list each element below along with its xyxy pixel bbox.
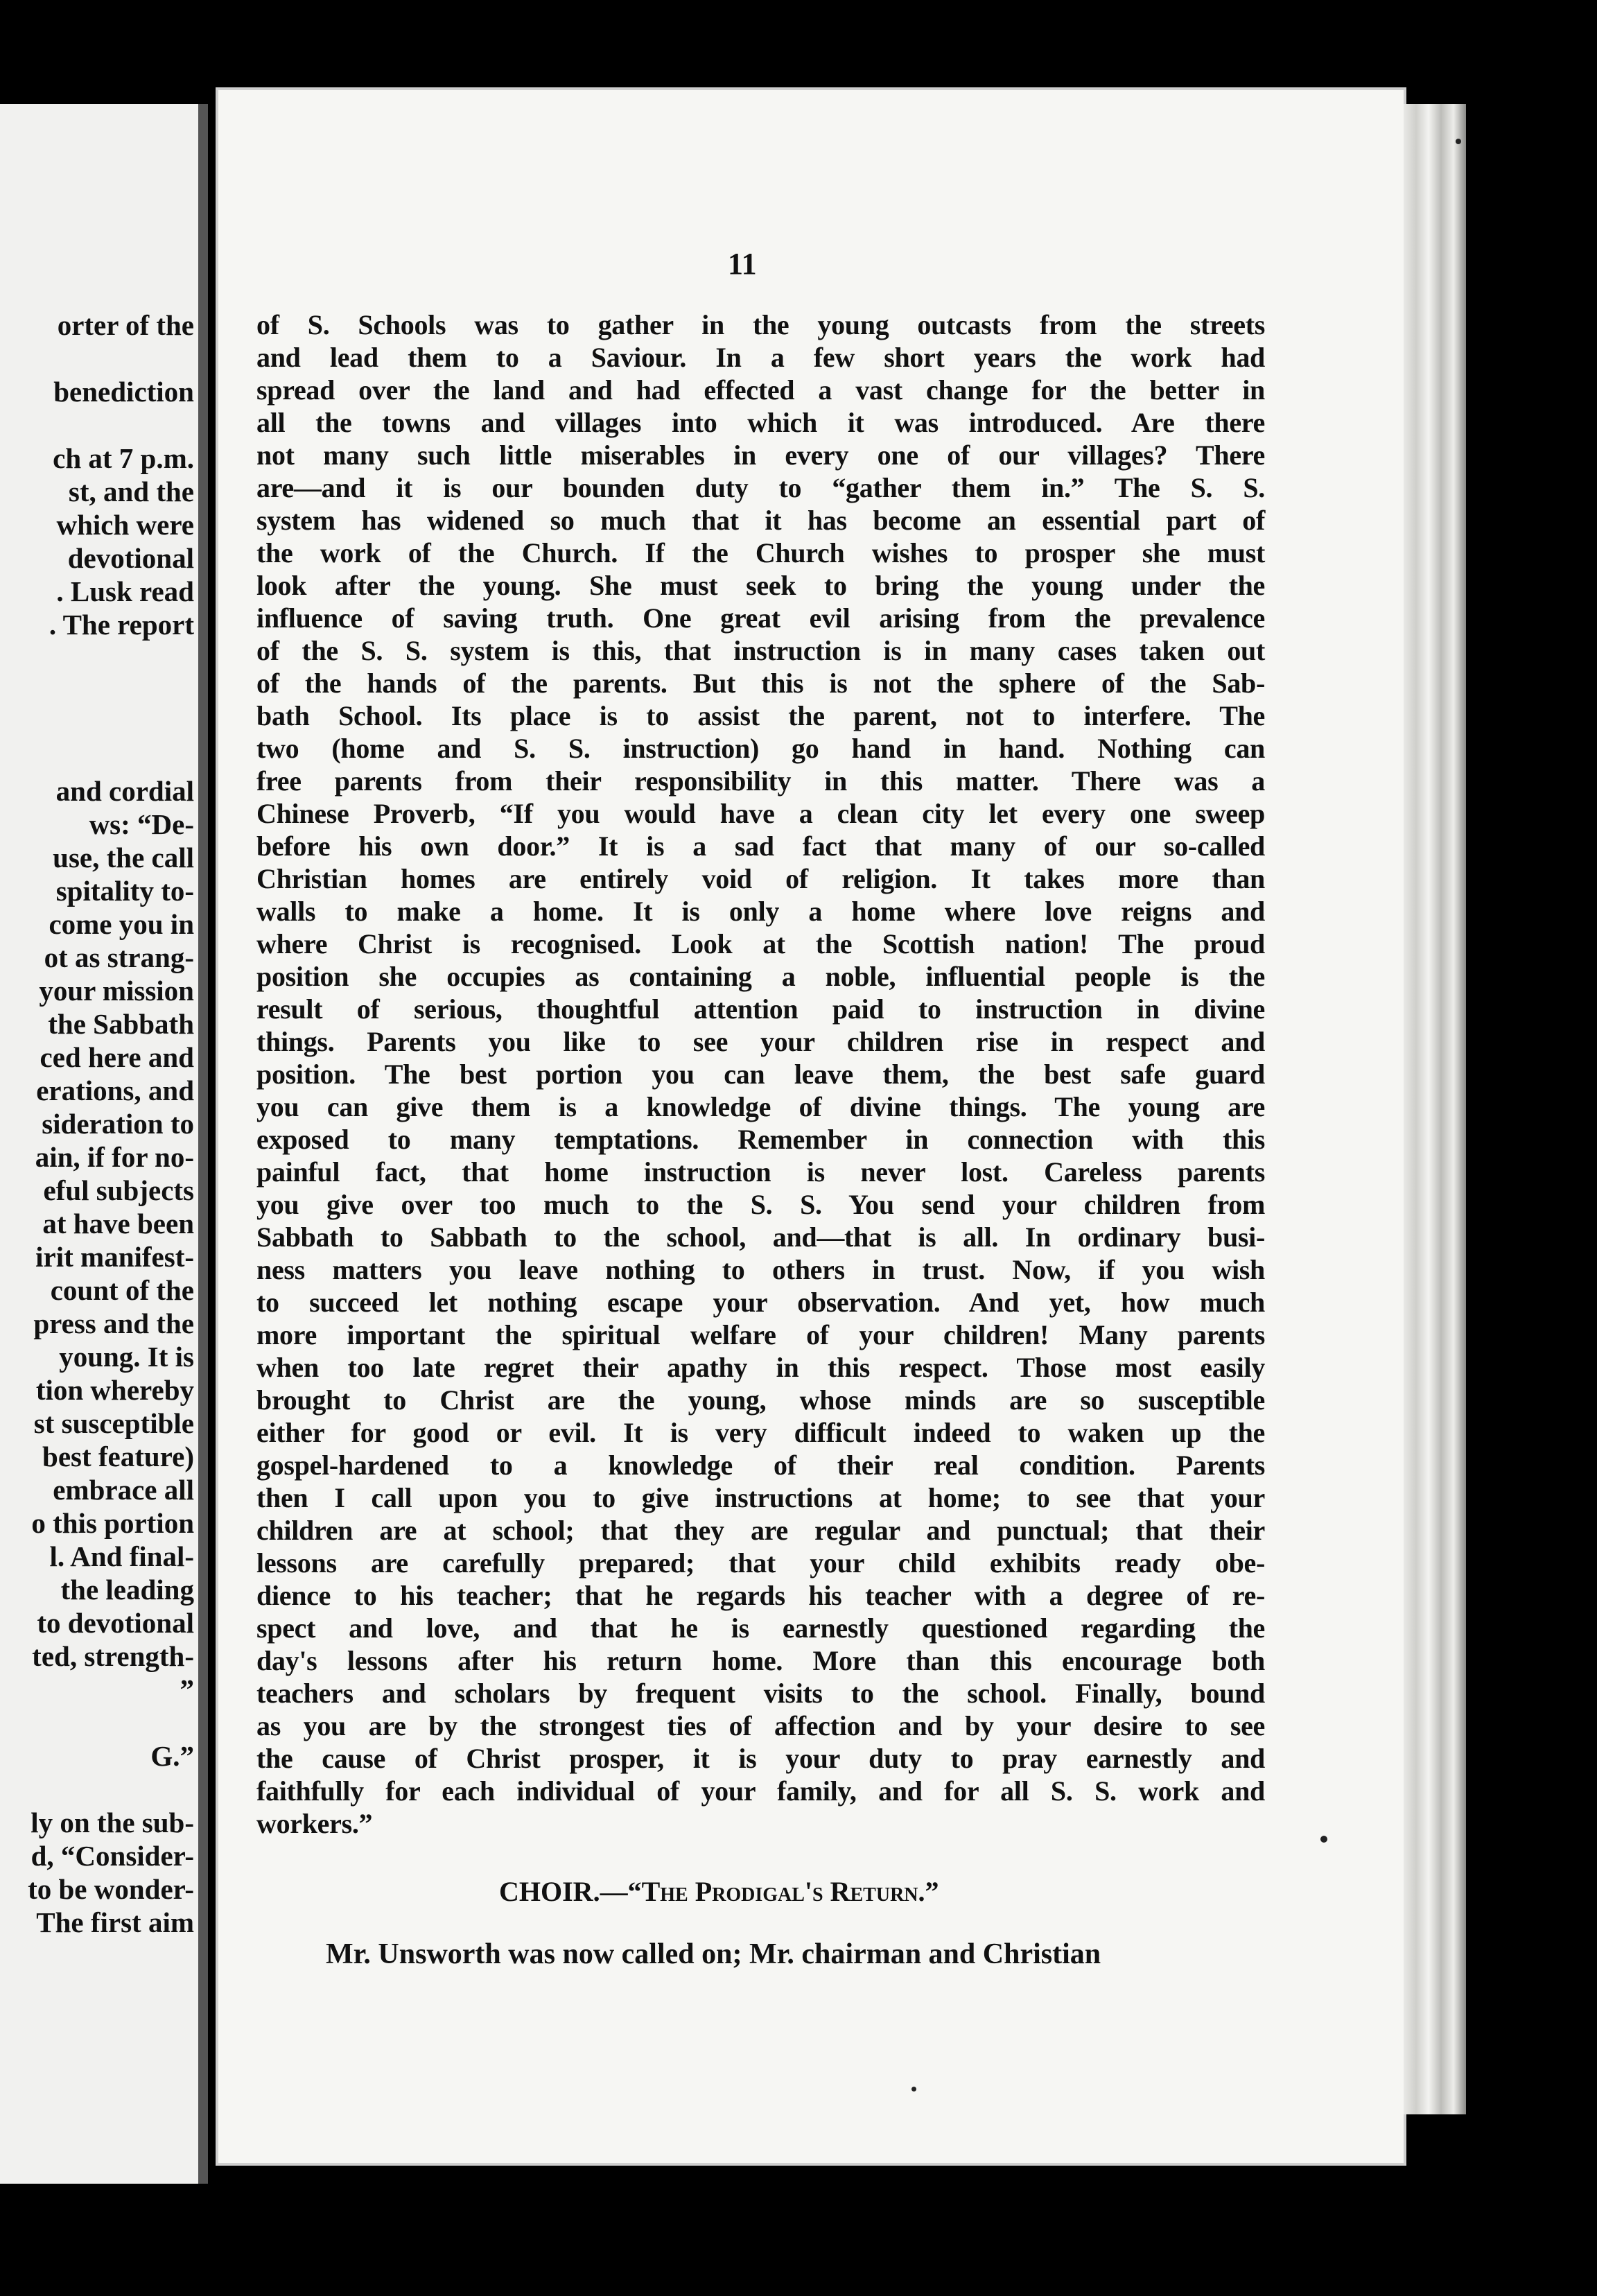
ink-speck bbox=[1456, 139, 1461, 144]
body-text bbox=[256, 308, 1265, 1840]
body-line: you can give them is a knowledge of divine things. The young are bbox=[256, 1091, 1265, 1122]
left-page-line: irit manifest- bbox=[35, 1241, 194, 1273]
left-page-line: tion whereby bbox=[35, 1374, 194, 1406]
body-line: you give over too much to the S. S. You send your children from bbox=[256, 1189, 1265, 1220]
left-page-line: ly on the sub- bbox=[30, 1807, 194, 1838]
body-line: spect and love, and that he is earnestly questioned regarding the bbox=[256, 1612, 1265, 1644]
body-line: all the towns and villages into which it was introduced. Are there bbox=[256, 407, 1265, 438]
body-line: Chinese Proverb, “If you would have a clean city let every one sweep bbox=[256, 798, 1265, 829]
body-line: are—and it is our bounden duty to “gather them in.” The S. S. bbox=[256, 472, 1265, 503]
left-page-line: use, the call bbox=[53, 842, 194, 873]
left-page-line: ted, strength- bbox=[32, 1640, 194, 1672]
left-page-line: count of the bbox=[50, 1274, 194, 1306]
left-page-line: ot as strang- bbox=[44, 941, 194, 973]
body-line: when too late regret their apathy in this respect. Those most easily bbox=[256, 1352, 1265, 1383]
left-page-line: G.” bbox=[150, 1740, 194, 1772]
left-page-line: your mission bbox=[39, 975, 194, 1007]
body-line: of the hands of the parents. But this is not the sphere of the Sab- bbox=[256, 668, 1265, 699]
left-page-line: which were bbox=[56, 509, 194, 541]
body-line: free parents from their responsibility in this matter. There was a bbox=[256, 765, 1265, 797]
body-line: position. The best portion you can leave them, the best safe guard bbox=[256, 1059, 1265, 1090]
body-line: two (home and S. S. instruction) go hand in hand. Nothing can bbox=[256, 733, 1265, 764]
left-page-line: orter of the bbox=[57, 309, 194, 341]
left-page-line bbox=[0, 741, 194, 774]
body-line: lessons are carefully prepared; that your child exhibits ready obe- bbox=[256, 1547, 1265, 1578]
body-line: walls to make a home. It is only a home where love reigns and bbox=[256, 896, 1265, 927]
left-page-line: erations, and bbox=[36, 1075, 194, 1106]
body-line: painful fact, that home instruction is never lost. Careless parents bbox=[256, 1156, 1265, 1188]
body-line: as you are by the strongest ties of affection and by your desire to see bbox=[256, 1710, 1265, 1741]
left-page bbox=[0, 104, 208, 2184]
left-page-line: ced here and bbox=[40, 1041, 194, 1073]
body-line: the cause of Christ prosper, it is your duty to pray earnestly and bbox=[256, 1743, 1265, 1774]
left-page-gutter bbox=[198, 104, 208, 2184]
left-page-line: press and the bbox=[33, 1307, 194, 1339]
left-page-text bbox=[0, 308, 194, 1939]
body-line: brought to Christ are the young, whose minds are so susceptible bbox=[256, 1384, 1265, 1416]
body-line: before his own door.” It is a sad fact that many of our so-called bbox=[256, 830, 1265, 862]
body-line: things. Parents you like to see your children rise in respect and bbox=[256, 1026, 1265, 1057]
page-number: 11 bbox=[728, 247, 757, 281]
left-page-line bbox=[0, 675, 194, 708]
body-line: of S. Schools was to gather in the young outcasts from the streets bbox=[256, 309, 1265, 340]
body-line: day's lessons after his return home. More than this encourage both bbox=[256, 1645, 1265, 1676]
body-line: workers.” bbox=[256, 1808, 373, 1839]
left-page-line: sideration to bbox=[42, 1108, 194, 1140]
body-line: then I call upon you to give instructions at home; to see that your bbox=[256, 1482, 1265, 1513]
body-line: ness matters you leave nothing to others in trust. Now, if you wish bbox=[256, 1254, 1265, 1285]
left-page-line bbox=[0, 342, 194, 375]
left-page-line: young. It is bbox=[59, 1341, 194, 1373]
left-page-line: the Sabbath bbox=[48, 1008, 194, 1040]
body-line: influence of saving truth. One great evil arising from the prevalence bbox=[256, 602, 1265, 634]
left-page-line bbox=[0, 1773, 194, 1806]
left-page-line: spitality to- bbox=[55, 875, 194, 907]
left-page-line: best feature) bbox=[42, 1441, 194, 1472]
ink-speck bbox=[1320, 1836, 1327, 1843]
left-page-line: to devotional bbox=[37, 1607, 194, 1639]
body-line: exposed to many temptations. Remember in connection with this bbox=[256, 1124, 1265, 1155]
left-page-line: ch at 7 p.m. bbox=[53, 442, 194, 474]
body-line: Sabbath to Sabbath to the school, and—that is all. In ordinary busi- bbox=[256, 1221, 1265, 1253]
body-line: children are at school; that they are regular and punctual; that their bbox=[256, 1515, 1265, 1546]
body-line: gospel-hardened to a knowledge of their real condition. Parents bbox=[256, 1450, 1265, 1481]
left-page-line: benediction bbox=[53, 376, 194, 408]
left-page-line: st susceptible bbox=[33, 1407, 194, 1439]
left-page-line: to be wonder- bbox=[28, 1873, 194, 1905]
ink-speck bbox=[911, 2087, 916, 2091]
left-page-line: . Lusk read bbox=[56, 575, 194, 607]
left-page-line: l. And final- bbox=[49, 1540, 194, 1572]
body-line: not many such little miserables in every one of our villages? There bbox=[256, 440, 1265, 471]
body-line: to succeed let nothing escape your observation. And yet, how much bbox=[256, 1287, 1265, 1318]
left-page-line: . The report bbox=[49, 609, 194, 641]
body-line: either for good or evil. It is very difficult indeed to waken up the bbox=[256, 1417, 1265, 1448]
left-page-line: the leading bbox=[60, 1574, 194, 1606]
left-page-line bbox=[0, 708, 194, 741]
left-page-line bbox=[0, 641, 194, 675]
choir-heading: CHOIR.—“The Prodigal's Return.” bbox=[499, 1876, 939, 1907]
body-line: spread over the land and had effected a vast change for the better in bbox=[256, 374, 1265, 406]
left-page-line: embrace all bbox=[53, 1474, 194, 1506]
body-line: bath School. Its place is to assist the parent, not to interfere. The bbox=[256, 700, 1265, 731]
left-page-line: come you in bbox=[49, 908, 194, 940]
body-line: dience to his teacher; that he regards his teacher with a degree of re- bbox=[256, 1580, 1265, 1611]
body-line: and lead them to a Saviour. In a few short years the work had bbox=[256, 342, 1265, 373]
body-line: the work of the Church. If the Church wishes to prosper she must bbox=[256, 537, 1265, 568]
body-line: result of serious, thoughtful attention paid to instruction in divine bbox=[256, 993, 1265, 1025]
body-line: position she occupies as containing a noble, influential people is the bbox=[256, 961, 1265, 992]
left-page-line: ws: “De- bbox=[89, 808, 194, 840]
left-page-line: at have been bbox=[42, 1208, 194, 1240]
body-line: system has widened so much that it has become an essential part of bbox=[256, 505, 1265, 536]
closing-line: Mr. Unsworth was now called on; Mr. chairman and Christian bbox=[326, 1938, 1101, 1970]
left-page-line: and cordial bbox=[55, 775, 194, 807]
left-page-line bbox=[0, 1706, 194, 1739]
body-line: faithfully for each individual of your family, and for all S. S. work and bbox=[256, 1775, 1265, 1807]
left-page-line: devotional bbox=[67, 542, 194, 574]
body-line: of the S. S. system is this, that instruction is in many cases taken out bbox=[256, 635, 1265, 666]
body-line: teachers and scholars by frequent visits to the school. Finally, bound bbox=[256, 1678, 1265, 1709]
body-line: look after the young. She must seek to bring the young under the bbox=[256, 570, 1265, 601]
left-page-line: ain, if for no- bbox=[35, 1141, 194, 1173]
left-page-line: The first aim bbox=[36, 1906, 194, 1938]
left-page-line: o this portion bbox=[31, 1507, 194, 1539]
left-page-line: eful subjects bbox=[43, 1174, 194, 1206]
left-page-line: d, “Consider- bbox=[30, 1840, 194, 1872]
body-line: where Christ is recognised. Look at the Scottish nation! The proud bbox=[256, 928, 1265, 959]
left-page-line: ” bbox=[180, 1673, 194, 1705]
left-page-line bbox=[0, 408, 194, 442]
page-edges bbox=[1404, 104, 1466, 2114]
body-line: more important the spiritual welfare of your children! Many parents bbox=[256, 1319, 1265, 1350]
body-line: Christian homes are entirely void of religion. It takes more than bbox=[256, 863, 1265, 894]
left-page-line: st, and the bbox=[68, 476, 194, 507]
